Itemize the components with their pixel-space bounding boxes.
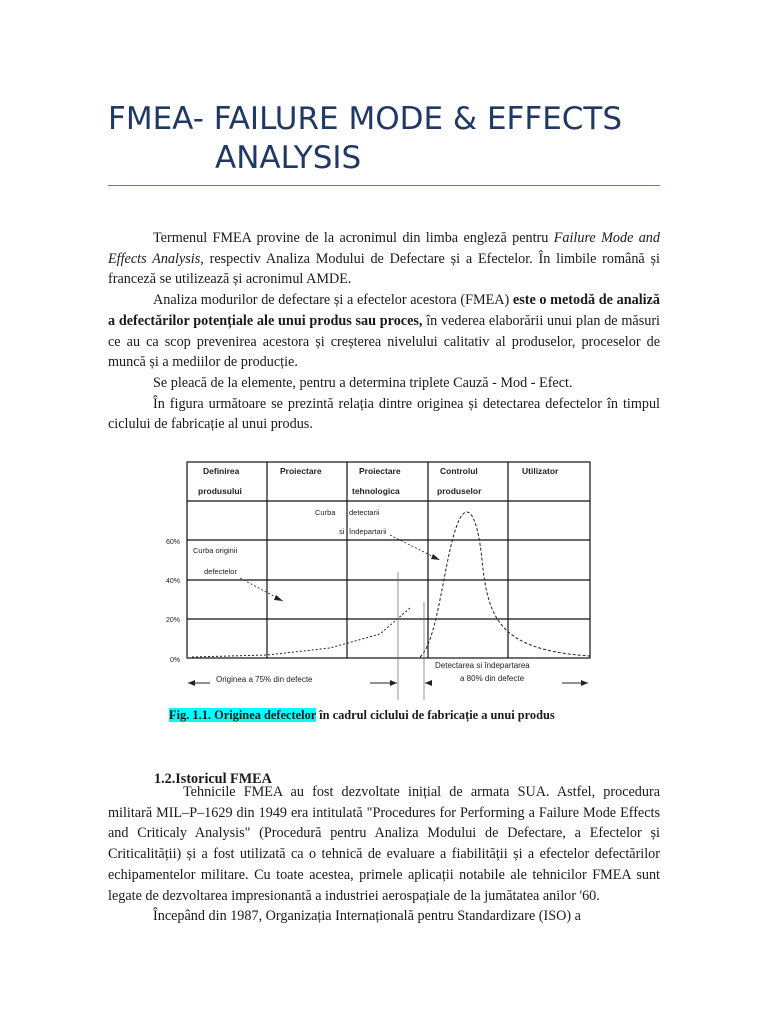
document-title	[108, 100, 668, 178]
detect-label-2: detectarii	[349, 508, 380, 517]
history-p1-text: Tehnicile FMEA au fost dezvoltate inițial de armata SUA. Astfel, procedura militară MIL–P–1629 din 1949 era intitulată "Procedures for Performing a Failure Mode Effects and Criticaly Analysis" (Procedură pentru Analiza Modului de Defectare, a Efectelor și Criticalității) și a fost utilizată ca o tehnică de evaluare a fiabilității și a efectelor defectărilor echipamentelor militare.	[108, 784, 660, 883]
title-line-2: ANALYSIS	[215, 140, 362, 176]
intro-p1-text-end: , respectiv Analiza Modului de Defectare și a Efectelor. În limbile română și franceză se utilizează și acronimul AMDE.	[108, 250, 660, 288]
tick-20: 20%	[166, 617, 181, 624]
history-section	[108, 782, 660, 927]
header-definition: Definirea	[203, 466, 240, 476]
tick-0: 0%	[170, 657, 181, 664]
origin-label-2: defectelor	[204, 567, 237, 576]
header-design: Proiectare	[280, 466, 322, 476]
intro-p1-text: Termenul FMEA provine de la acronimul din limba engleză pentru	[153, 230, 554, 246]
origin-curve	[192, 608, 410, 657]
detection-curve-label	[315, 508, 387, 536]
history-paragraph-1	[108, 782, 660, 906]
intro-paragraph-3: Se pleacă de la elemente, pentru a determina triplete Cauză - Mod - Efect.	[153, 374, 573, 391]
caption-highlight: Fig. 1.1. Originea defectelor	[169, 708, 317, 722]
figure-caption	[169, 708, 555, 723]
defect-origin-figure	[160, 455, 600, 703]
detect-label-4: îndepartarii	[349, 527, 387, 536]
figure-y-axis-ticks	[166, 539, 180, 664]
tick-40: 40%	[166, 578, 181, 585]
header-user: Utilizator	[522, 466, 559, 476]
header-tech-design: Proiectare	[359, 466, 401, 476]
intro-p2-text-end: în vederea elaborării unui plan de măsuri ce au ca scop prevenirea acestora și creșterea nivelului calitativ al produselor, proceselor de muncă și a mediilor de producție.	[108, 312, 660, 371]
intro-p2-text: Analiza modurilor de defectare și a efectelor acestora (FMEA)	[153, 292, 513, 309]
intro-section	[108, 228, 660, 435]
figure-column-headers	[198, 466, 559, 496]
title-divider	[108, 185, 660, 186]
detection-arrow-head	[431, 554, 440, 560]
intro-paragraph-2	[108, 290, 660, 373]
detect-label-3: si	[339, 527, 345, 536]
intro-paragraph-4: În figura următoare se prezintă relația dintre originea și detectarea defectelor în timpul ciclului de fabricație al unui produs.	[108, 395, 660, 433]
intro-p1-italic: Failure Mode and Effects Analysis	[108, 230, 660, 267]
header-control-2: produselor	[437, 486, 482, 496]
detect-label-1: Curba	[315, 508, 336, 517]
caption-rest: în cadrul ciclului de fabricație a unui produs	[316, 708, 555, 722]
origin-arrow-head	[274, 595, 283, 601]
history-p1-text-end: Cu toate acestea, primele aplicații notabile ale tehnicilor FMEA sunt legate de dezvoltarea impresionantă a industriei aerospațiale de la jumătatea anilor '60.	[108, 866, 660, 904]
origin-span-label: Originea a 75% din defecte	[216, 675, 313, 684]
title-line-1: FMEA- FAILURE MODE & EFFECTS	[108, 101, 623, 137]
detection-curve	[420, 512, 590, 657]
header-control: Controlul	[440, 466, 478, 476]
section-heading: 1.2.Istoricul FMEA	[154, 771, 272, 787]
header-tech-design-2: tehnologica	[352, 486, 400, 496]
history-paragraph-2: Începând din 1987, Organizația Internațională pentru Standardizare (ISO) a	[153, 908, 581, 925]
header-definition-2: produsului	[198, 486, 242, 496]
intro-paragraph-1	[108, 228, 660, 290]
intro-p2-bold: este o metodă de analiză a defectărilor potențiale ale unui produs sau proces,	[108, 292, 660, 329]
detect-span-label-2: a 80% din defecte	[460, 674, 525, 683]
tick-60: 60%	[166, 539, 181, 546]
origin-curve-label	[193, 546, 238, 576]
detect-span-label-1: Detectarea si îndepartarea	[435, 661, 530, 670]
origin-label-1: Curba originii	[193, 546, 238, 555]
